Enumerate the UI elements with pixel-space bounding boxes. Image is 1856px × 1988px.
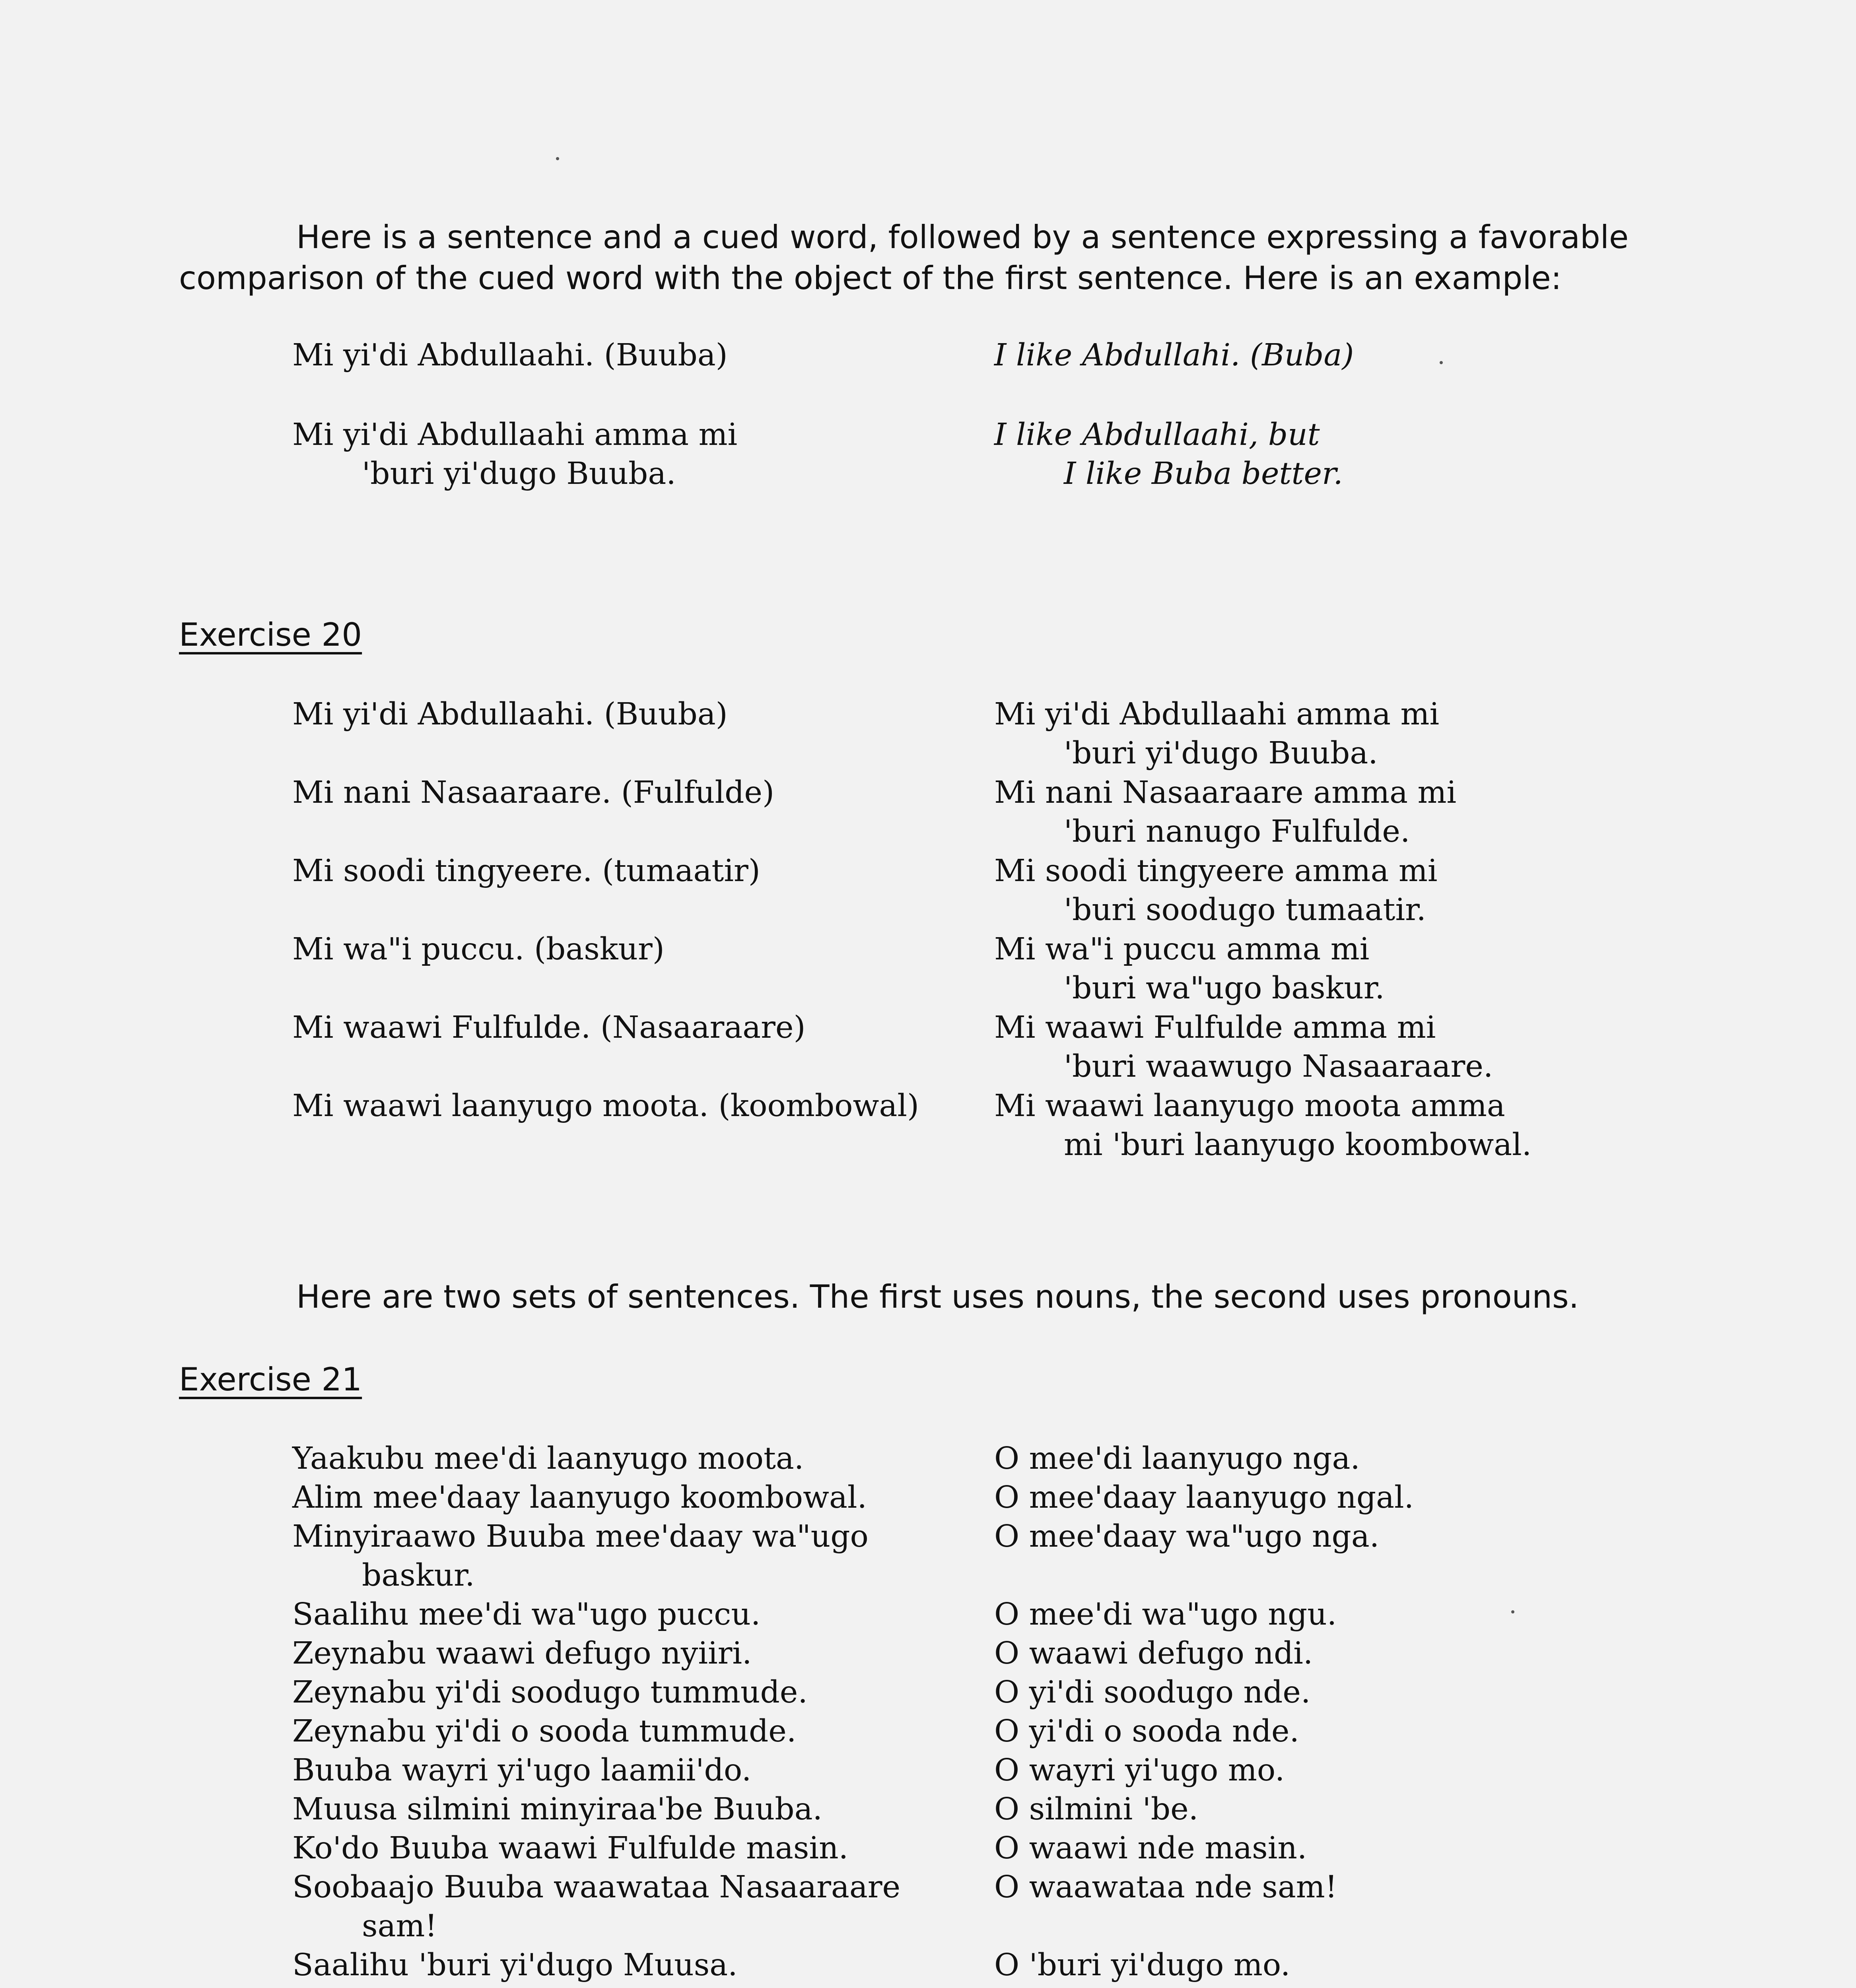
pronoun-sentence: O mee'daay laanyugo ngal. <box>994 1480 1414 1515</box>
pronoun-sentence: O 'buri yi'dugo mo. <box>994 1947 1290 1983</box>
noun-sentence: Yaakubu mee'di laanyugo moota. <box>292 1441 804 1476</box>
exercise-20-prompt: Mi nani Nasaaraare. (Fulfulde) <box>292 775 774 810</box>
noun-sentence-continuation: sam! <box>362 1908 437 1944</box>
answer-line-1: Mi waawi laanyugo moota amma <box>994 1088 1505 1124</box>
pronoun-sentence: O mee'di wa"ugo ngu. <box>994 1597 1337 1632</box>
exercise-20-answer <box>994 1087 1531 1165</box>
noun-sentence: Soobaajo Buuba waawataa Nasaaraare <box>292 1870 901 1905</box>
example-prompt: Mi yi'di Abdullaahi. (Buuba) <box>292 338 728 373</box>
example-answer <box>292 415 737 493</box>
example-prompt-translation: I like Abdullahi. (Buba) <box>994 338 1354 373</box>
row-spacer <box>994 1907 1414 1946</box>
pronoun-sentence: O mee'di laanyugo nga. <box>994 1441 1360 1476</box>
example-answer-line-2: 'buri yi'dugo Buuba. <box>362 456 676 491</box>
row-spacer <box>994 1556 1414 1595</box>
noun-sentence: Zeynabu yi'di o sooda tummude. <box>292 1714 797 1749</box>
pronoun-sentence: O waawi nde masin. <box>994 1831 1307 1866</box>
answer-line-1: Mi waawi Fulfulde amma mi <box>994 1010 1436 1045</box>
exercise-note: Here are two sets of sentences. The first uses nouns, the second uses pronouns. <box>296 1278 1579 1315</box>
noun-sentence: Muusa silmini minyiraa'be Buuba. <box>292 1792 822 1827</box>
noun-sentence: Alim mee'daay laanyugo koombowal. <box>292 1480 867 1515</box>
answer-line-2: mi 'buri laanyugo koombowal. <box>1064 1127 1532 1163</box>
exercise-20-answer <box>994 773 1456 851</box>
noun-sentence: Saalihu 'buri yi'dugo Muusa. <box>292 1947 738 1983</box>
exercise-21-pronoun-sentences <box>994 1439 1414 1985</box>
noun-sentence: Ko'do Buuba waawi Fulfulde masin. <box>292 1831 849 1866</box>
example-answer-translation-line-1: I like Abdullaahi, but <box>994 417 1320 452</box>
answer-line-1: Mi yi'di Abdullaahi amma mi <box>994 697 1440 732</box>
exercise-20-answer <box>994 852 1437 930</box>
answer-line-1: Mi wa"i puccu amma mi <box>994 932 1370 967</box>
pronoun-sentence: O yi'di o sooda nde. <box>994 1714 1299 1749</box>
answer-line-1: Mi soodi tingyeere amma mi <box>994 853 1438 889</box>
noun-sentence: Zeynabu waawi defugo nyiiri. <box>292 1636 752 1671</box>
exercise-20-heading: Exercise 20 <box>179 616 362 653</box>
noun-sentence: Minyiraawo Buuba mee'daay wa"ugo <box>292 1519 869 1554</box>
exercise-20-answer <box>994 1008 1493 1086</box>
exercise-20-prompt: Mi wa"i puccu. (baskur) <box>292 932 665 967</box>
answer-line-2: 'buri wa"ugo baskur. <box>1064 971 1385 1006</box>
answer-line-2: 'buri nanugo Fulfulde. <box>1064 814 1410 849</box>
intro-paragraph <box>179 217 1710 299</box>
answer-line-2: 'buri yi'dugo Buuba. <box>1064 736 1378 771</box>
scan-speck <box>1511 1610 1514 1613</box>
scan-speck <box>1440 361 1443 364</box>
noun-sentence: Saalihu mee'di wa"ugo puccu. <box>292 1597 761 1632</box>
pronoun-sentence: O silmini 'be. <box>994 1792 1199 1827</box>
exercise-20-answer <box>994 930 1385 1008</box>
exercise-21-noun-sentences <box>292 1439 900 1985</box>
intro-line-1: Here is a sentence and a cued word, followed by a sentence expressing a favorable <box>296 219 1629 256</box>
noun-sentence-continuation: baskur. <box>362 1558 475 1593</box>
intro-line-2: comparison of the cued word with the object of the first sentence. Here is an example: <box>179 260 1562 297</box>
answer-line-1: Mi nani Nasaaraare amma mi <box>994 775 1457 810</box>
example-answer-translation <box>994 415 1343 493</box>
pronoun-sentence: O wayri yi'ugo mo. <box>994 1753 1285 1788</box>
exercise-20-prompt: Mi waawi Fulfulde. (Nasaaraare) <box>292 1010 806 1045</box>
scan-speck <box>556 157 559 160</box>
noun-sentence: Buuba wayri yi'ugo laamii'do. <box>292 1753 752 1788</box>
exercise-20-prompt: Mi soodi tingyeere. (tumaatir) <box>292 853 760 889</box>
pronoun-sentence: O mee'daay wa"ugo nga. <box>994 1519 1380 1554</box>
pronoun-sentence: O yi'di soodugo nde. <box>994 1675 1311 1710</box>
exercise-20-answer <box>994 695 1439 773</box>
pronoun-sentence: O waawi defugo ndi. <box>994 1636 1313 1671</box>
noun-sentence: Zeynabu yi'di soodugo tummude. <box>292 1675 808 1710</box>
exercise-20-prompt: Mi yi'di Abdullaahi. (Buuba) <box>292 697 728 732</box>
answer-line-2: 'buri waawugo Nasaaraare. <box>1064 1049 1493 1084</box>
example-answer-line-1: Mi yi'di Abdullaahi amma mi <box>292 417 738 452</box>
exercise-21-heading: Exercise 21 <box>179 1361 362 1398</box>
pronoun-sentence: O waawataa nde sam! <box>994 1870 1337 1905</box>
example-answer-translation-line-2: I like Buba better. <box>1064 456 1343 491</box>
exercise-20-prompt: Mi waawi laanyugo moota. (koombowal) <box>292 1088 919 1124</box>
answer-line-2: 'buri soodugo tumaatir. <box>1064 892 1426 928</box>
